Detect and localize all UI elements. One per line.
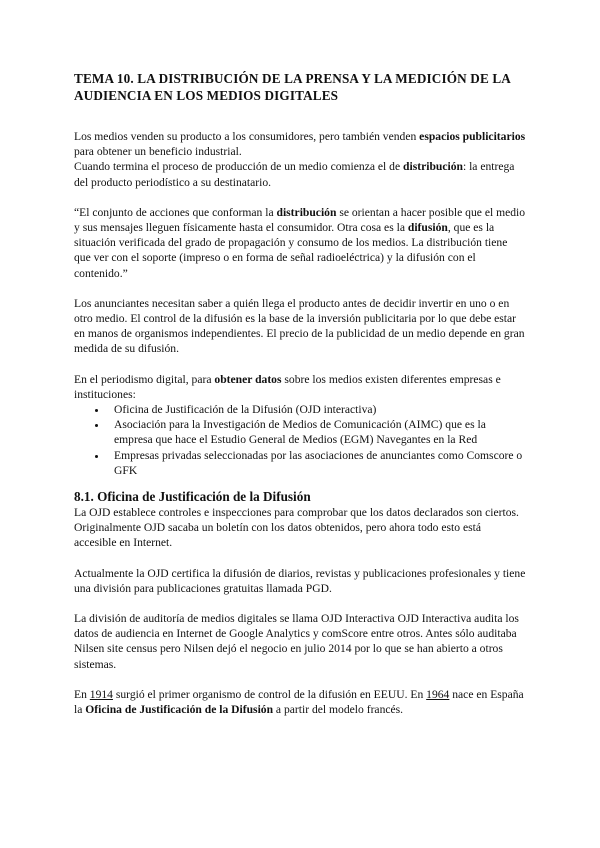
paragraph-history: En 1914 surgió el primer organismo de control de la difusión en EEUU. En 1964 nace en España la Oficina de Justificación de la Difusión a partir del modelo francés. — [74, 687, 524, 717]
bold-term: distribución — [403, 160, 463, 174]
section-heading: 8.1. Oficina de Justificación de la Difusión — [74, 489, 311, 505]
paragraph-advertisers: Los anunciantes necesitan saber a quién llega el producto antes de decidir invertir en uno o en otro medio. El control de la difusión es la base de la inversión publicitaria por lo que debe estar en manos de organismos independientes. El precio de la publicidad de un medio depende en gran medida de su difusión. — [74, 296, 525, 356]
bold-term: Oficina de Justificación de la Difusión — [85, 703, 274, 717]
paragraph-ojd-certifies: Actualmente la OJD certifica la difusión de diarios, revistas y publicaciones profesionales y tiene una división para publicaciones gratuitas llamada PGD. — [74, 566, 526, 595]
bold-term: difusión — [407, 221, 448, 235]
paragraph-digital: En el periodismo digital, para obtener datos sobre los medios existen diferentes empresas e instituciones: — [74, 372, 501, 401]
quote-paragraph: “El conjunto de acciones que conforman la distribución se orientan a hacer posible que el medio y sus mensajes lleguen físicamente hasta el consumidor. Otra cosa es la difusión, que es la situación verificada del grado de propagación y consumo de los medios. La distribución tiene que ver con el soporte (impreso o en forma de señal radioeléctrica) y la difusión con el contenido.” — [74, 205, 526, 280]
year-link[interactable]: 1964 — [426, 687, 450, 701]
bold-term: espacios publicitarios — [419, 130, 526, 143]
bold-term: distribución — [276, 205, 337, 219]
list-item: • Empresas privadas seleccionadas por las asociaciones de anunciantes como Comscore o GFK — [108, 448, 526, 478]
paragraph-ojd-controls: La OJD establece controles e inspecciones para comprobar que los datos declarados son ciertos. Originalmente OJD sacaba un boletín con los datos obtenidos, pero ahora todo esto está accesible en Internet. — [74, 506, 519, 550]
institutions-list — [74, 402, 526, 478]
page-title: TEMA 10. LA DISTRIBUCIÓN DE LA PRENSA Y LA MEDICIÓN DE LA AUDIENCIA EN LOS MEDIOS DIGITALES — [74, 71, 511, 103]
paragraph-distribution: Cuando termina el proceso de producción de un medio comienza el de distribución: la entrega del producto periodístico a su destinatario. — [74, 160, 515, 189]
paragraph-intro: Los medios venden su producto a los consumidores, pero también venden espacios publicitarios para obtener un beneficio industrial. — [74, 130, 526, 159]
year-link[interactable]: 1914 — [89, 687, 113, 701]
list-item: • Oficina de Justificación de la Difusión (OJD interactiva) — [108, 402, 526, 417]
paragraph-ojd-interactiva: La división de auditoría de medios digitales se llama OJD Interactiva OJD Interactiva audita los datos de audiencia en Internet de Google Analytics y comScore entre otros. Antes sólo auditaba Nilsen site census pero Nilsen dejó el negocio en julio 2014 por lo que se han abierto a otros sistemas. — [74, 612, 519, 671]
list-item: • Asociación para la Investigación de Medios de Comunicación (AIMC) que es la empresa que hace el Estudio General de Medios (EGM) Navegantes en la Red — [108, 417, 526, 447]
bold-term: obtener datos — [214, 372, 282, 386]
